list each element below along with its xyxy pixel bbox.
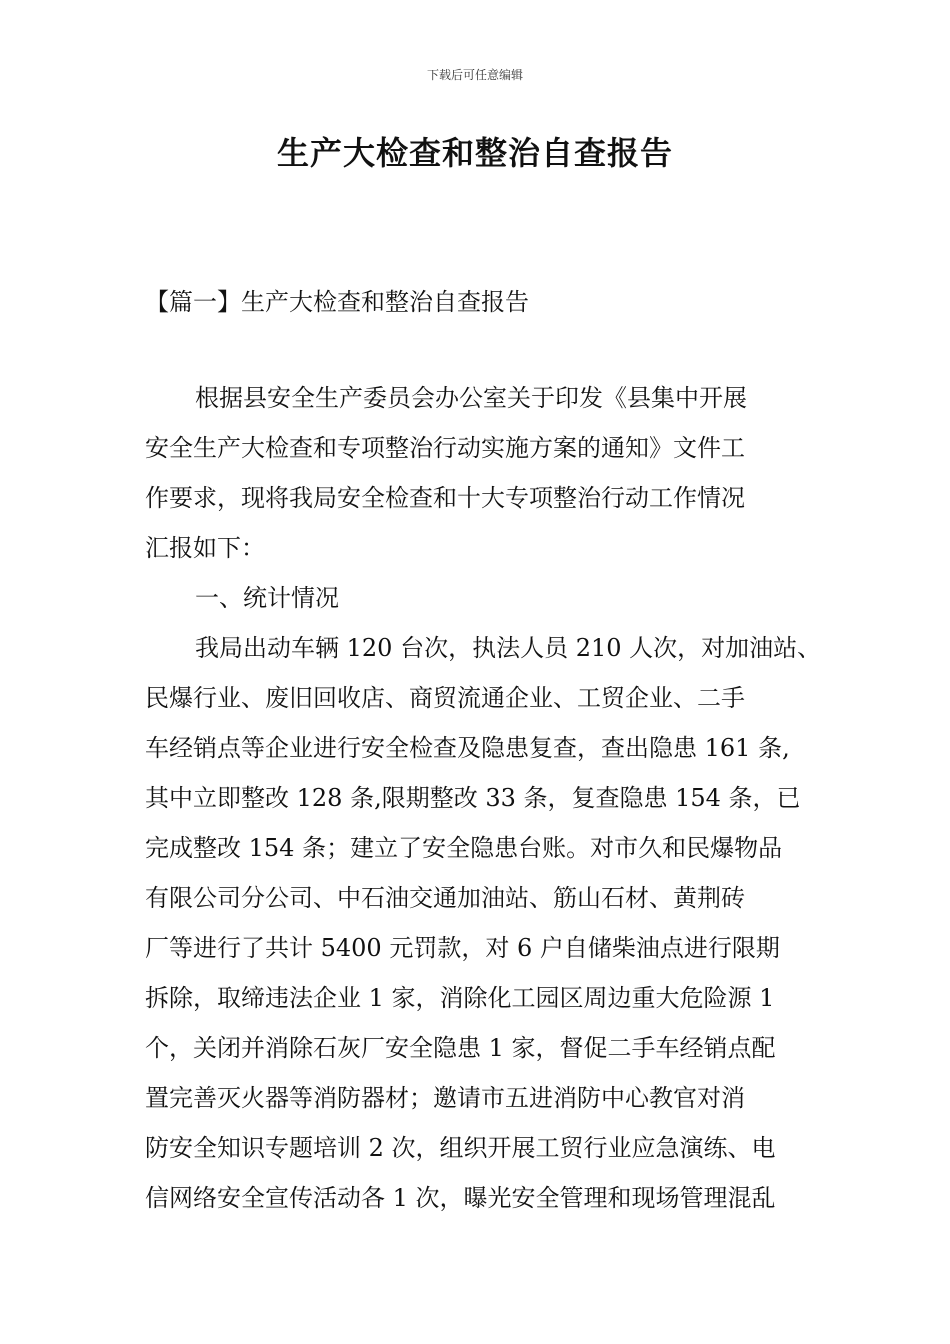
- paragraph-line: 拆除，取缔违法企业 1 家，消除化工园区周边重大危险源 1: [145, 984, 775, 1012]
- paragraph-line: 车经销点等企业进行安全检查及隐患复查，查出隐患 161 条,: [145, 734, 790, 762]
- subsection-heading: 一、统计情况: [195, 584, 339, 612]
- paragraph-line: 作要求，现将我局安全检查和十大专项整治行动工作情况: [145, 484, 745, 512]
- section-title: 【篇一】生产大检查和整治自查报告: [145, 288, 529, 316]
- paragraph-line: 置完善灭火器等消防器材；邀请市五进消防中心教官对消: [145, 1084, 745, 1112]
- paragraph-line: 信网络安全宣传活动各 1 次，曝光安全管理和现场管理混乱: [145, 1184, 776, 1212]
- paragraph-line: 个，关闭并消除石灰厂安全隐患 1 家，督促二手车经销点配: [145, 1034, 776, 1062]
- paragraph-line: 其中立即整改 128 条,限期整改 33 条，复查隐患 154 条，已: [145, 784, 801, 812]
- paragraph-line: 我局出动车辆 120 台次，执法人员 210 人次，对加油站、: [195, 634, 822, 662]
- paragraph-line: 民爆行业、废旧回收店、商贸流通企业、工贸企业、二手: [145, 684, 745, 712]
- paragraph-line: 安全生产大检查和专项整治行动实施方案的通知》文件工: [145, 434, 745, 462]
- paragraph-line: 根据县安全生产委员会办公室关于印发《县集中开展: [195, 384, 747, 412]
- document-title: 生产大检查和整治自查报告: [276, 134, 673, 172]
- paragraph-line: 汇报如下：: [145, 534, 265, 562]
- document-body: [145, 378, 822, 1228]
- paragraph-line: 有限公司分公司、中石油交通加油站、筋山石材、黄荆砖: [145, 884, 745, 912]
- paragraph-line: 防安全知识专题培训 2 次，组织开展工贸行业应急演练、电: [145, 1134, 776, 1162]
- paragraph-line: 完成整改 154 条；建立了安全隐患台账。对市久和民爆物品: [145, 834, 783, 862]
- paragraph-line: 厂等进行了共计 5400 元罚款，对 6 户自储柴油点进行限期: [145, 934, 780, 962]
- header-note: 下载后可任意编辑: [426, 68, 523, 82]
